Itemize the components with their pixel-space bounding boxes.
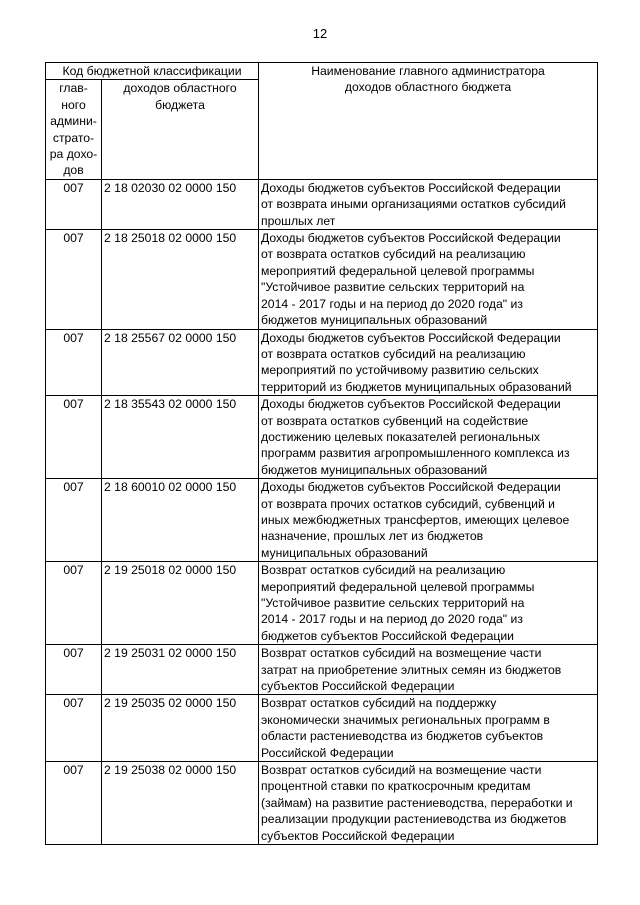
budget-income-code-cell: 2 18 25018 02 0000 150 bbox=[102, 230, 259, 329]
budget-income-code-cell: 2 18 35543 02 0000 150 bbox=[102, 396, 259, 479]
table-header bbox=[46, 63, 598, 180]
budget-income-code-cell: 2 18 25567 02 0000 150 bbox=[102, 329, 259, 396]
table-row bbox=[46, 230, 598, 329]
income-name-cell: Возврат остатков субсидий на возмещение части процентной ставки по краткосрочным кредитам (займам) на развитие растениеводства, переработки и реализации продукции растениеводства из бюджетов субъектов Российской Федерации bbox=[259, 762, 598, 845]
budget-income-code-cell: 2 19 25035 02 0000 150 bbox=[102, 695, 259, 762]
income-name-cell: Доходы бюджетов субъектов Российской Федерации от возврата иными организациями остатков субсидий прошлых лет bbox=[259, 179, 598, 229]
header-regional-income-text: доходов областного бюджета bbox=[123, 81, 237, 112]
administrator-code-cell: 007 bbox=[46, 479, 102, 562]
income-name-cell: Возврат остатков субсидий на поддержку экономически значимых региональных программ в области растениеводства из бюджетов субъектов Российской Федерации bbox=[259, 695, 598, 762]
budget-income-code-cell: 2 19 25038 02 0000 150 bbox=[102, 762, 259, 845]
administrator-code-cell: 007 bbox=[46, 562, 102, 645]
table-row bbox=[46, 329, 598, 396]
header-administrator-name-text: Наименование главного администратора доходов областного бюджета bbox=[311, 64, 545, 95]
income-name-cell: Возврат остатков субсидий на реализацию мероприятий федеральной целевой программы "Устойчивое развитие сельских территорий на 2014 - 2017 годы и на период до 2020 года" из бюджетов субъектов Российской Федерации bbox=[259, 562, 598, 645]
income-name-cell: Доходы бюджетов субъектов Российской Федерации от возврата остатков субсидий на реализацию мероприятий федеральной целевой программы "Устойчивое развитие сельских территорий на 2014 - 2017 годы и на период до 2020 года" из бюджетов муниципальных образований bbox=[259, 230, 598, 329]
header-chief-administrator bbox=[46, 80, 102, 179]
income-name-cell: Возврат остатков субсидий на возмещение части затрат на приобретение элитных семян из бюджетов субъектов Российской Федерации bbox=[259, 645, 598, 695]
budget-income-code-cell: 2 19 25031 02 0000 150 bbox=[102, 645, 259, 695]
table-row bbox=[46, 645, 598, 695]
budget-classification-table bbox=[45, 62, 598, 845]
administrator-code-cell: 007 bbox=[46, 329, 102, 396]
header-chief-administrator-text: глав- ного админи- страто- ра дохо- дов bbox=[49, 81, 98, 178]
administrator-code-cell: 007 bbox=[46, 396, 102, 479]
budget-income-code-cell: 2 19 25018 02 0000 150 bbox=[102, 562, 259, 645]
administrator-code-cell: 007 bbox=[46, 179, 102, 229]
administrator-code-cell: 007 bbox=[46, 762, 102, 845]
table-body bbox=[46, 179, 598, 844]
header-regional-income bbox=[102, 80, 259, 179]
administrator-code-cell: 007 bbox=[46, 645, 102, 695]
budget-income-code-cell: 2 18 60010 02 0000 150 bbox=[102, 479, 259, 562]
header-administrator-name bbox=[259, 63, 598, 180]
income-name-cell: Доходы бюджетов субъектов Российской Федерации от возврата прочих остатков субсидий, субвенций и иных межбюджетных трансфертов, имеющих целевое назначение, прошлых лет из бюджетов муниципальных образований bbox=[259, 479, 598, 562]
income-name-cell: Доходы бюджетов субъектов Российской Федерации от возврата остатков субвенций на содействие достижению целевых показателей региональных программ развития агропромышленного комплекса из бюджетов муниципальных образований bbox=[259, 396, 598, 479]
table-row bbox=[46, 762, 598, 845]
table-row bbox=[46, 179, 598, 229]
table-row bbox=[46, 396, 598, 479]
page-number: 12 bbox=[312, 26, 328, 41]
table-row bbox=[46, 695, 598, 762]
administrator-code-cell: 007 bbox=[46, 695, 102, 762]
budget-income-code-cell: 2 18 02030 02 0000 150 bbox=[102, 179, 259, 229]
table-row bbox=[46, 479, 598, 562]
income-name-cell: Доходы бюджетов субъектов Российской Федерации от возврата остатков субсидий на реализацию мероприятий по устойчивому развитию сельских территорий из бюджетов муниципальных образований bbox=[259, 329, 598, 396]
header-row-group bbox=[46, 63, 598, 80]
header-classification-code: Код бюджетной классификации bbox=[46, 63, 259, 80]
table-row bbox=[46, 562, 598, 645]
administrator-code-cell: 007 bbox=[46, 230, 102, 329]
